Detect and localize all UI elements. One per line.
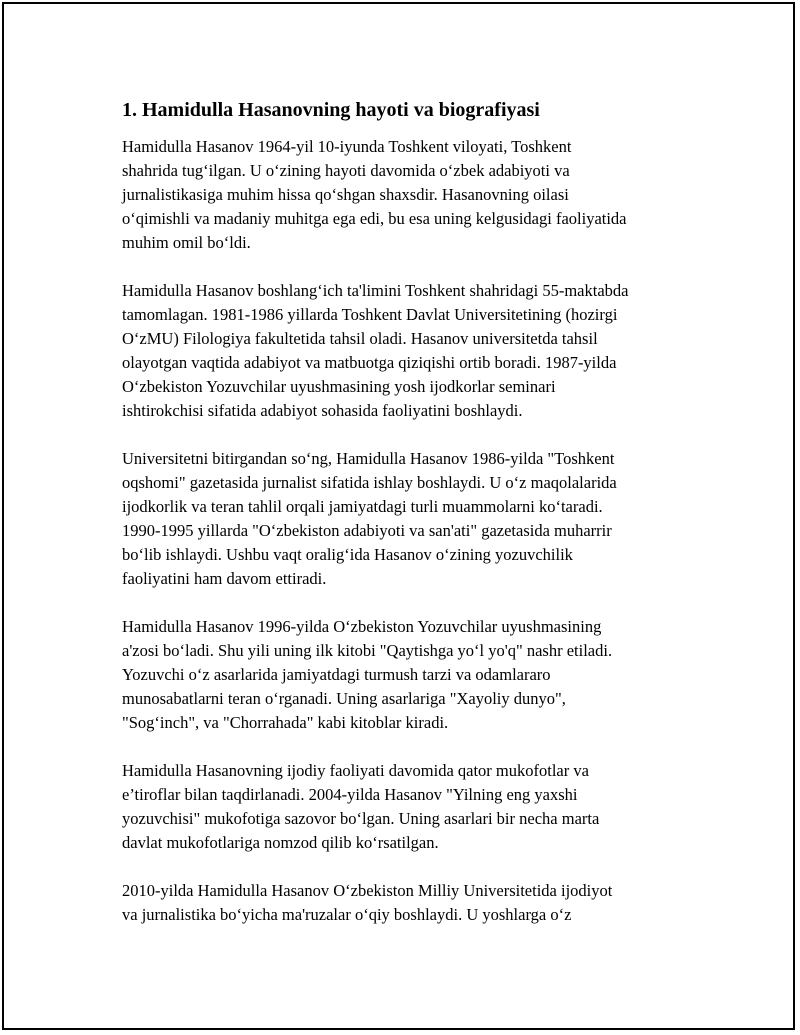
paragraph-writers-union [122, 615, 692, 735]
text-line: "Sog‘inch", va "Chorrahada" kabi kitoblar kiradi. [122, 713, 449, 732]
text-line: olayotgan vaqtida adabiyot va matbuotga qiziqishi ortib boradi. 1987-yilda [122, 353, 617, 372]
paragraph-awards [122, 759, 692, 855]
text-line: ishtirokchisi sifatida adabiyot sohasida faoliyatini boshlaydi. [122, 401, 523, 420]
paragraph-birth [122, 135, 692, 255]
text-line: Hamidulla Hasanov 1996-yilda O‘zbekiston Yozuvchilar uyushmasining [122, 617, 602, 636]
text-line: Hamidulla Hasanov boshlang‘ich ta'limini Toshkent shahridagi 55-maktabda [122, 281, 629, 300]
text-line: oqshomi" gazetasida jurnalist sifatida ishlay boshlaydi. U o‘z maqolalarida [122, 473, 617, 492]
document-heading: 1. Hamidulla Hasanovning hayoti va biografiyasi [122, 99, 540, 121]
text-line: yozuvchisi" mukofotiga sazovor bo‘lgan. Uning asarlari bir necha marta [122, 809, 600, 828]
text-line: 2010-yilda Hamidulla Hasanov O‘zbekiston Milliy Universitetida ijodiyot [122, 881, 613, 900]
text-line: 1990-1995 yillarda "O‘zbekiston adabiyoti va san'ati" gazetasida muharrir [122, 521, 612, 540]
text-line: davlat mukofotlariga nomzod qilib ko‘rsatilgan. [122, 833, 439, 852]
text-line: a'zosi bo‘ladi. Shu yili uning ilk kitobi "Qaytishga yo‘l yo'q" nashr etiladi. [122, 641, 613, 660]
text-line: O‘zMU) Filologiya fakultetida tahsil oladi. Hasanov universitetda tahsil [122, 329, 598, 348]
text-line: jurnalistikasiga muhim hissa qo‘shgan shaxsdir. Hasanovning oilasi [122, 185, 569, 204]
text-line: muhim omil bo‘ldi. [122, 233, 251, 252]
page-frame [2, 2, 795, 1030]
document-body [122, 98, 692, 951]
text-line: O‘zbekiston Yozuvchilar uyushmasining yosh ijodkorlar seminari [122, 377, 556, 396]
text-line: ijodkorlik va teran tahlil orqali jamiyatdagi turli muammolarni ko‘taradi. [122, 497, 603, 516]
text-line: faoliyatini ham davom ettiradi. [122, 569, 327, 588]
paragraph-teaching [122, 879, 692, 927]
text-line: munosabatlarni teran o‘rganadi. Uning asarlariga "Xayoliy dunyo", [122, 689, 566, 708]
paragraph-journalism [122, 447, 692, 591]
text-line: shahrida tug‘ilgan. U o‘zining hayoti davomida o‘zbek adabiyoti va [122, 161, 570, 180]
paragraph-education [122, 279, 692, 423]
text-line: tamomlagan. 1981-1986 yillarda Toshkent Davlat Universitetining (hozirgi [122, 305, 618, 324]
text-line: Yozuvchi o‘z asarlarida jamiyatdagi turmush tarzi va odamlararo [122, 665, 551, 684]
text-line: va jurnalistika bo‘yicha ma'ruzalar o‘qiy boshlaydi. U yoshlarga o‘z [122, 905, 572, 924]
text-line: bo‘lib ishlaydi. Ushbu vaqt oralig‘ida Hasanov o‘zining yozuvchilik [122, 545, 573, 564]
text-line: o‘qimishli va madaniy muhitga ega edi, bu esa uning kelgusidagi faoliyatida [122, 209, 627, 228]
text-line: e’tiroflar bilan taqdirlanadi. 2004-yilda Hasanov "Yilning eng yaxshi [122, 785, 578, 804]
text-line: Universitetni bitirgandan so‘ng, Hamidulla Hasanov 1986-yilda "Toshkent [122, 449, 615, 468]
text-line: Hamidulla Hasanovning ijodiy faoliyati davomida qator mukofotlar va [122, 761, 589, 780]
text-line: Hamidulla Hasanov 1964-yil 10-iyunda Toshkent viloyati, Toshkent [122, 137, 572, 156]
